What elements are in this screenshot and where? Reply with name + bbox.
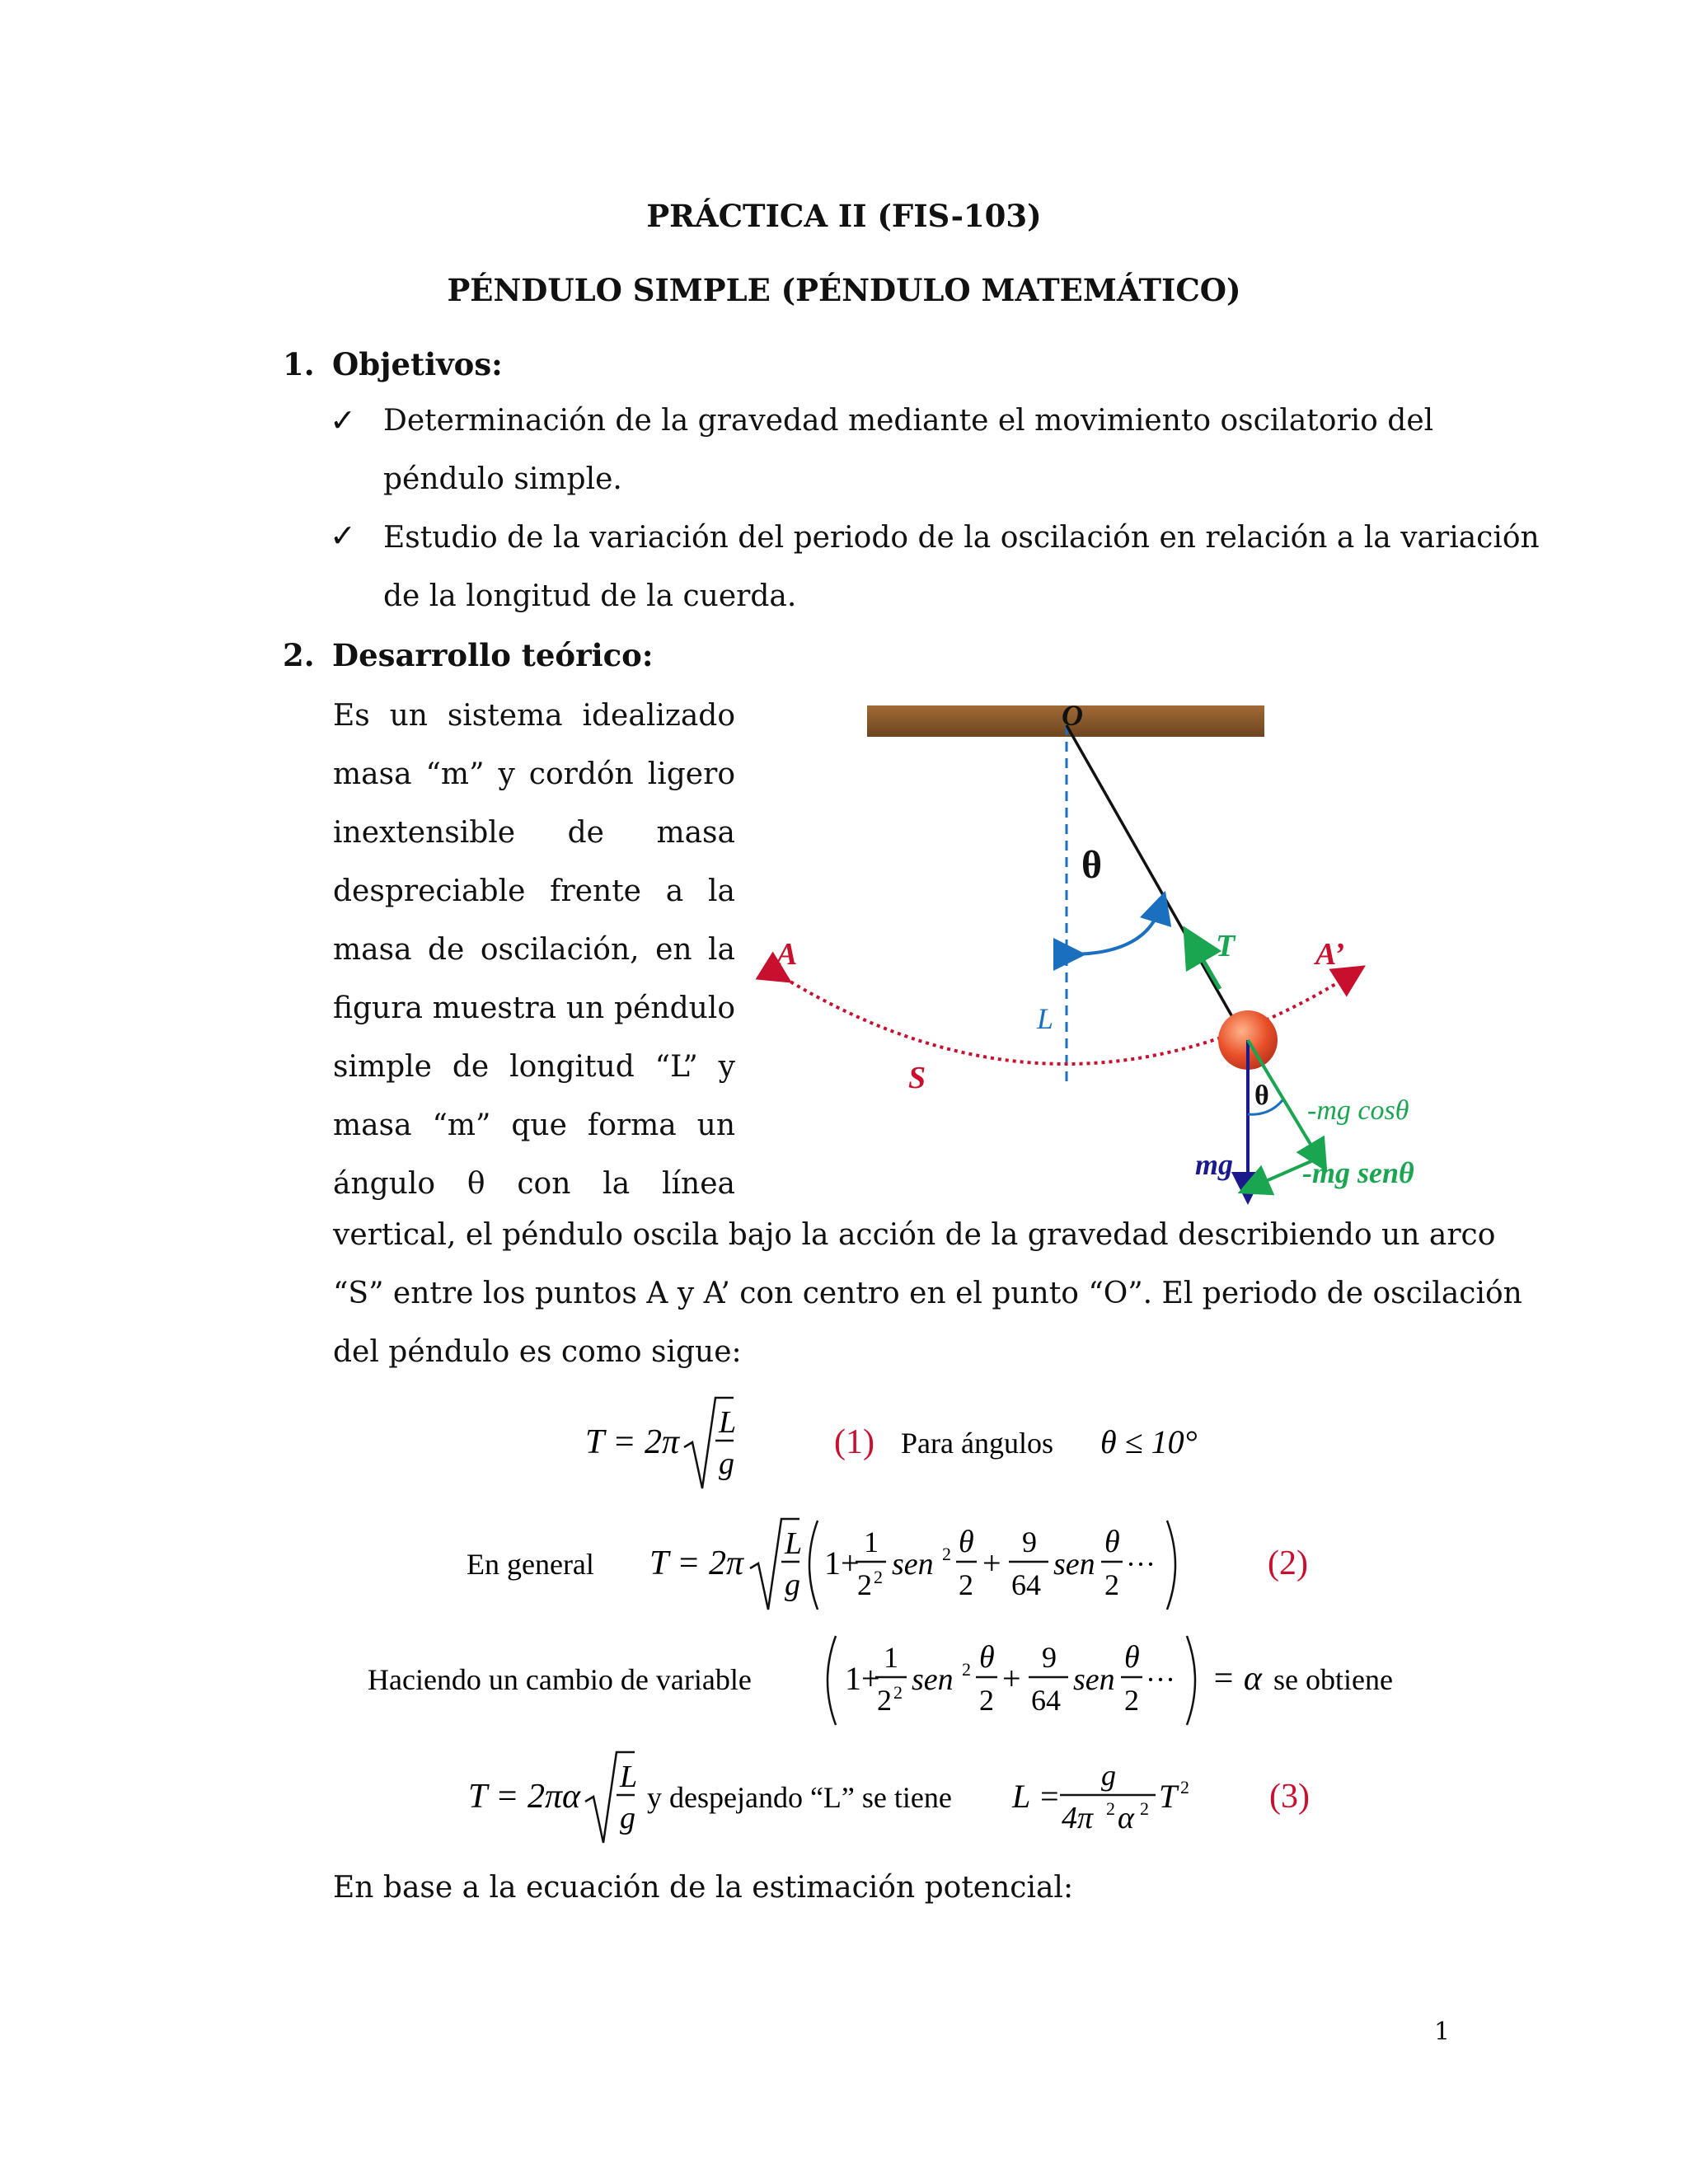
alpha-suffix: se obtiene: [1273, 1663, 1393, 1696]
eq2-theta-2: θ: [1104, 1525, 1120, 1559]
eq2-plus: +: [982, 1544, 1001, 1582]
eq3-rhs-t-exp: 2: [1180, 1777, 1189, 1797]
alpha-sen-1: sen: [912, 1662, 954, 1697]
alpha-eq: = α: [1212, 1660, 1262, 1698]
page-subtitle: PÉNDULO SIMPLE (PÉNDULO MATEMÁTICO): [447, 272, 1241, 308]
eq2-lhs: T = 2π: [649, 1544, 743, 1582]
eq3-lhs: T = 2πα: [468, 1778, 581, 1816]
eq2-prefix: En general: [467, 1548, 594, 1581]
eq2-label: (2): [1268, 1544, 1308, 1582]
alpha-sen-exp: 2: [962, 1659, 971, 1680]
alpha-theta-2: θ: [1124, 1640, 1140, 1675]
eq3-rhs-den: 4π: [1062, 1801, 1094, 1835]
eq1-num: L: [719, 1405, 737, 1440]
column-line: masa de oscilación, en la: [333, 933, 735, 967]
eq2-dots: ···: [1126, 1548, 1156, 1581]
eq2-sen-2: sen: [1053, 1547, 1095, 1582]
eq1-note: Para ángulos: [901, 1427, 1053, 1460]
eq3-rhs-num: g: [1101, 1759, 1116, 1792]
eq1-cond: θ ≤ 10°: [1100, 1423, 1198, 1460]
alpha-f1-exp: 2: [893, 1682, 903, 1703]
section-title: Objetivos:: [332, 346, 503, 382]
page-number: 1: [1434, 2018, 1451, 2046]
eq2-theta-1: θ: [959, 1525, 974, 1559]
label-s: S: [908, 1061, 926, 1095]
eq2-one: 1+: [824, 1544, 860, 1582]
eq1-label: (1): [834, 1423, 874, 1461]
alpha-two-2: 2: [1124, 1684, 1139, 1717]
alpha-f1-den: 2: [877, 1684, 892, 1717]
eq3-rhs-t: T: [1159, 1778, 1178, 1815]
section-1-heading: [283, 346, 503, 382]
eq3-middle: y despejando “L” se tiene: [647, 1781, 952, 1814]
label-o: O: [1062, 699, 1083, 732]
objective-2-line-1: Estudio de la variación del periodo de la oscilación en relación a la variación: [383, 521, 1540, 555]
column-line: ángulo θ con la línea: [333, 1167, 735, 1201]
eq1-lhs: T = 2π: [585, 1423, 679, 1461]
alpha-plus: +: [1002, 1660, 1021, 1697]
eq2-f1-num: 1: [864, 1526, 879, 1558]
label-a: A: [776, 937, 798, 972]
eq3-den: g: [620, 1801, 635, 1835]
eq2-sen-exp: 2: [942, 1544, 951, 1564]
eq2-f1-den: 2: [857, 1568, 872, 1601]
objective-1-line-2: péndulo simple.: [383, 462, 622, 496]
eq2-two-1: 2: [959, 1568, 973, 1601]
label-theta: θ: [1081, 843, 1103, 887]
equation-1: [577, 1391, 1236, 1498]
right-paren: [1167, 1521, 1175, 1610]
eq3-rhs-den-exp2: 2: [1140, 1798, 1149, 1819]
label-t: T: [1216, 929, 1236, 963]
column-line: masa “m” y cordón ligero: [333, 757, 735, 791]
column-line: Es un sistema idealizado: [333, 699, 735, 733]
body-line-1: vertical, el péndulo oscila bajo la acción de la gravedad describiendo un arco: [333, 1218, 1496, 1252]
pendulum-figure: [758, 692, 1414, 1203]
alpha-two-1: 2: [979, 1684, 994, 1717]
eq3-rhs-den-alpha: α: [1118, 1801, 1134, 1835]
alpha-theta-1: θ: [979, 1640, 995, 1675]
body-line-2: “S” entre los puntos A y A’ con centro en el punto “O”. El periodo de oscilación: [333, 1277, 1522, 1310]
alpha-sen-2: sen: [1073, 1662, 1115, 1697]
label-mg: mg: [1195, 1148, 1234, 1181]
check-icon: ✓: [330, 518, 356, 554]
alpha-prefix: Haciendo un cambio de variable: [368, 1663, 752, 1696]
eq2-num: L: [785, 1526, 803, 1561]
page-title: PRÁCTICA II (FIS-103): [646, 198, 1042, 234]
right-paren: [1187, 1636, 1195, 1725]
alpha-f2-num: 9: [1042, 1641, 1057, 1674]
section-title: Desarrollo teórico:: [332, 637, 654, 673]
column-line: masa “m” que forma un: [333, 1108, 735, 1142]
alpha-dots: ···: [1146, 1663, 1175, 1696]
section-number: 1.: [283, 346, 315, 382]
eq2-sen-1: sen: [892, 1547, 934, 1582]
column-line: simple de longitud “L” y: [333, 1050, 735, 1084]
theta-arc-arrow: [1070, 907, 1160, 954]
equation-2: [462, 1512, 1434, 1624]
label-l: L: [1037, 1002, 1054, 1035]
objective-2-line-2: de la longitud de la cuerda.: [383, 579, 797, 613]
label-a-prime: A’: [1315, 937, 1345, 972]
body-line-3: del péndulo es como sigue:: [333, 1335, 742, 1369]
eq2-f1-exp: 2: [874, 1567, 883, 1587]
eq3-num: L: [620, 1760, 638, 1794]
alpha-one: 1+: [845, 1660, 880, 1697]
label-mg-cos: -mg cosθ: [1307, 1095, 1409, 1126]
objective-1-line-1: Determinación de la gravedad mediante el movimiento oscilatorio del: [383, 404, 1434, 438]
intro-column: [333, 687, 735, 1213]
left-paren: [809, 1521, 818, 1610]
eq3-rhs-den-exp1: 2: [1106, 1798, 1115, 1819]
equation-3: [462, 1746, 1434, 1857]
eq3-label: (3): [1269, 1778, 1310, 1816]
eq2-f2-den: 64: [1011, 1568, 1041, 1601]
eq1-den: g: [719, 1446, 734, 1481]
label-theta-small: θ: [1254, 1080, 1269, 1111]
alpha-f1-num: 1: [884, 1641, 898, 1674]
label-mg-sen: -mg senθ: [1302, 1156, 1414, 1189]
section-2-heading: [283, 637, 654, 673]
closing-line: En base a la ecuación de la estimación potencial:: [333, 1871, 1074, 1905]
equation-alpha: [363, 1628, 1434, 1739]
eq2-two-2: 2: [1104, 1568, 1119, 1601]
column-line: figura muestra un péndulo: [333, 991, 735, 1025]
column-line: inextensible de masa: [333, 816, 735, 850]
left-paren: [828, 1636, 836, 1725]
eq3-rhs-lhs: L =: [1012, 1778, 1061, 1815]
eq2-den: g: [785, 1568, 800, 1602]
alpha-f2-den: 64: [1031, 1684, 1061, 1717]
check-icon: ✓: [330, 402, 356, 438]
column-line: despreciable frente a la: [333, 874, 735, 908]
eq2-f2-num: 9: [1022, 1526, 1037, 1558]
section-number: 2.: [283, 637, 315, 673]
